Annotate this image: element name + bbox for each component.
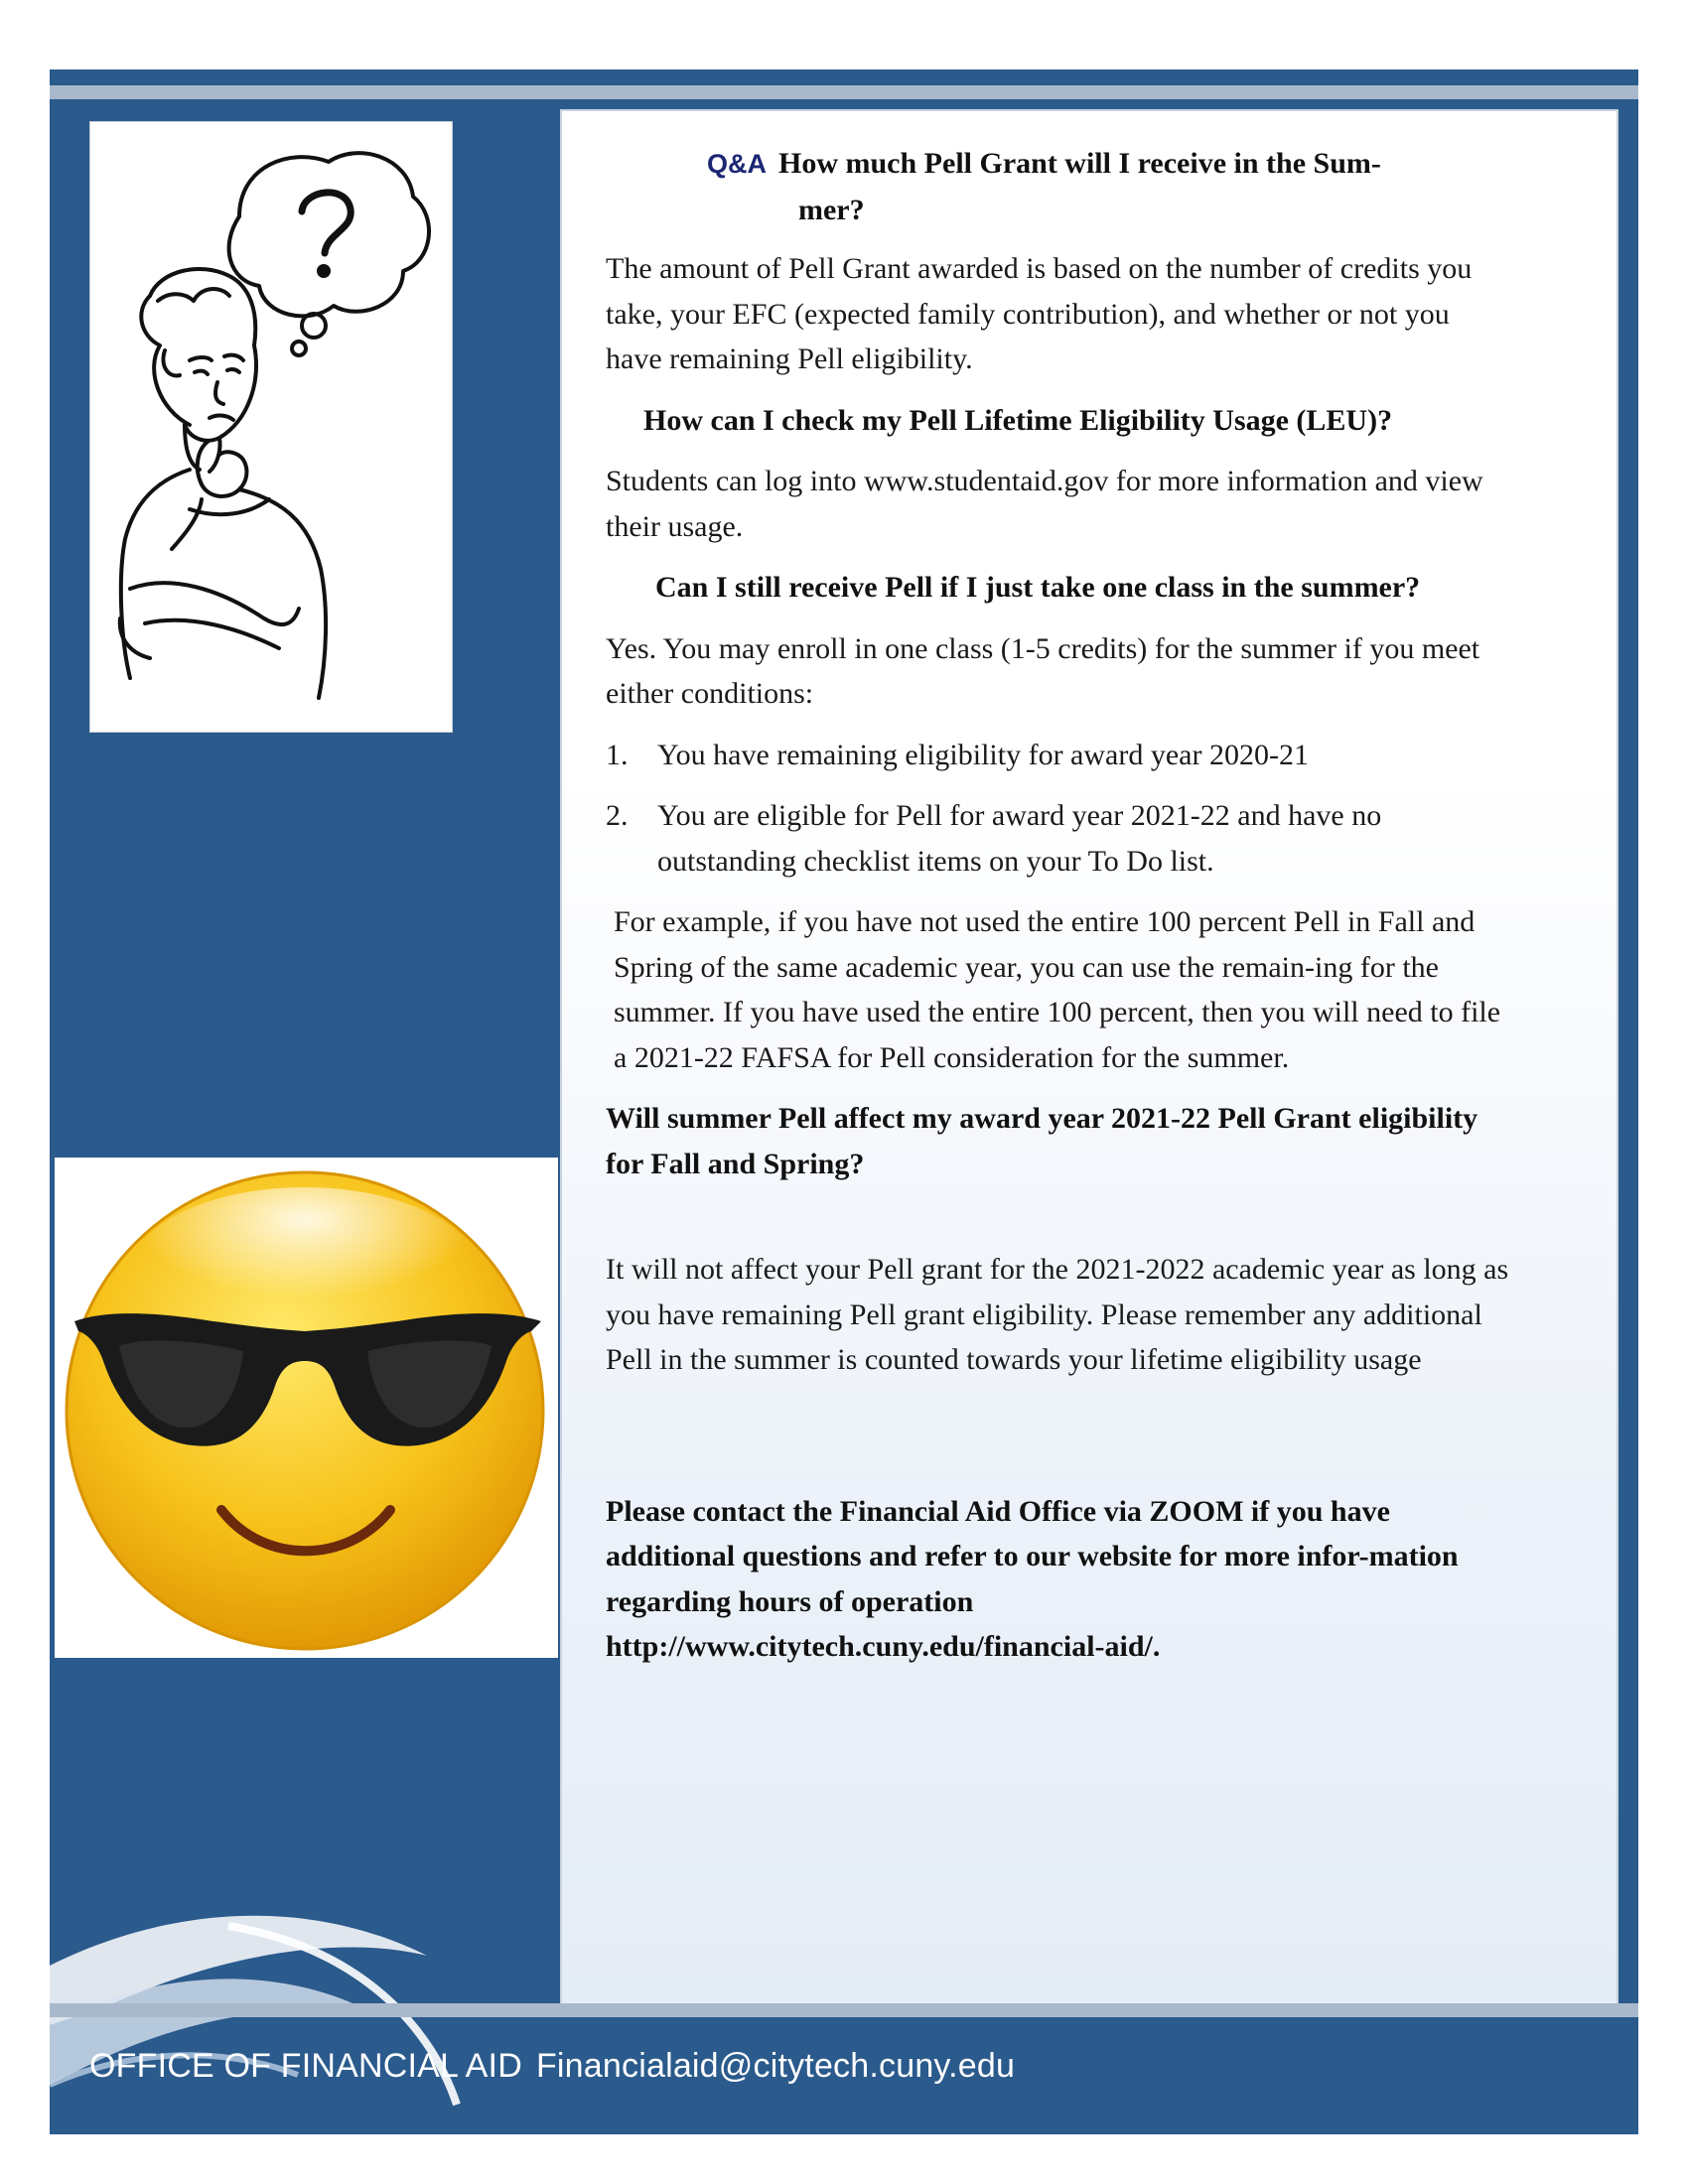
- list-text: You have remaining eligibility for award year 2020-21: [657, 738, 1309, 771]
- sunglasses-emoji-image: [55, 1158, 558, 1658]
- website-link[interactable]: http://www.citytech.cuny.edu/financial-aid/.: [606, 1630, 1161, 1663]
- list-number: 1.: [606, 738, 629, 771]
- bubble-dot: [302, 314, 326, 338]
- answer-2: Students can log into www.studentaid.gov for more information and view their usage.: [606, 465, 1483, 543]
- question-1-line-1: How much Pell Grant will I receive in the Sum-: [778, 147, 1381, 180]
- question-2: How can I check my Pell Lifetime Eligibility Usage (LEU)?: [643, 403, 1393, 437]
- list-item: [606, 793, 1509, 884]
- question-1: [606, 141, 1509, 232]
- conditions-list: [606, 733, 1509, 885]
- qa-label: Q&A: [707, 149, 767, 179]
- thinking-man-drawing: [90, 122, 452, 732]
- question-3: Can I still receive Pell if I just take one class in the summer?: [655, 571, 1421, 604]
- thinking-man-illustration: [89, 121, 453, 733]
- content-panel: [560, 109, 1618, 2005]
- bubble-dot-small: [292, 341, 306, 355]
- office-name: OFFICE OF FINANCIAL AID: [89, 2047, 522, 2085]
- sunglasses-emoji-icon: [55, 1158, 558, 1658]
- thought-bubble: [229, 153, 429, 316]
- footer-email-link[interactable]: Financialaid@citytech.cuny.edu: [535, 2047, 1016, 2085]
- qa-content: [606, 141, 1509, 1670]
- contact-paragraph: Please contact the Financial Aid Office via ZOOM if you have additional questions and refer to our website for more infor-mation regarding hours of operation: [606, 1494, 1459, 1618]
- example-paragraph: For example, if you have not used the entire 100 percent Pell in Fall and Spring of the same academic year, you can use the remain-ing for the summer. If you have used the entire 100 percent, then you will need to file a 2021-22 FAFSA for Pell consideration for the summer.: [614, 905, 1501, 1074]
- list-item: [606, 733, 1509, 778]
- page-frame: [50, 69, 1638, 2134]
- list-text: You are eligible for Pell for award year 2021-22 and have no outstanding checklist items on your To Do list.: [657, 799, 1382, 878]
- question-4: Will summer Pell affect my award year 2021-22 Pell Grant eligibility for Fall and Spring?: [606, 1102, 1478, 1180]
- footer: [89, 2047, 1015, 2086]
- bottom-band: [50, 2003, 1638, 2017]
- list-number: 2.: [606, 799, 629, 832]
- question-1-line-2: mer?: [798, 193, 865, 226]
- answer-4: It will not affect your Pell grant for the 2021-2022 academic year as long as you have remaining Pell grant eligibility. Please remember any additional Pell in the summer is counted towards your lifetime eligibility usage: [606, 1253, 1509, 1376]
- top-band: [50, 85, 1638, 99]
- answer-3: Yes. You may enroll in one class (1-5 credits) for the summer if you meet either conditions:: [606, 631, 1480, 710]
- answer-1: The amount of Pell Grant awarded is based on the number of credits you take, your EFC (expected family contribution), and whether or not you have remaining Pell eligibility.: [606, 252, 1473, 375]
